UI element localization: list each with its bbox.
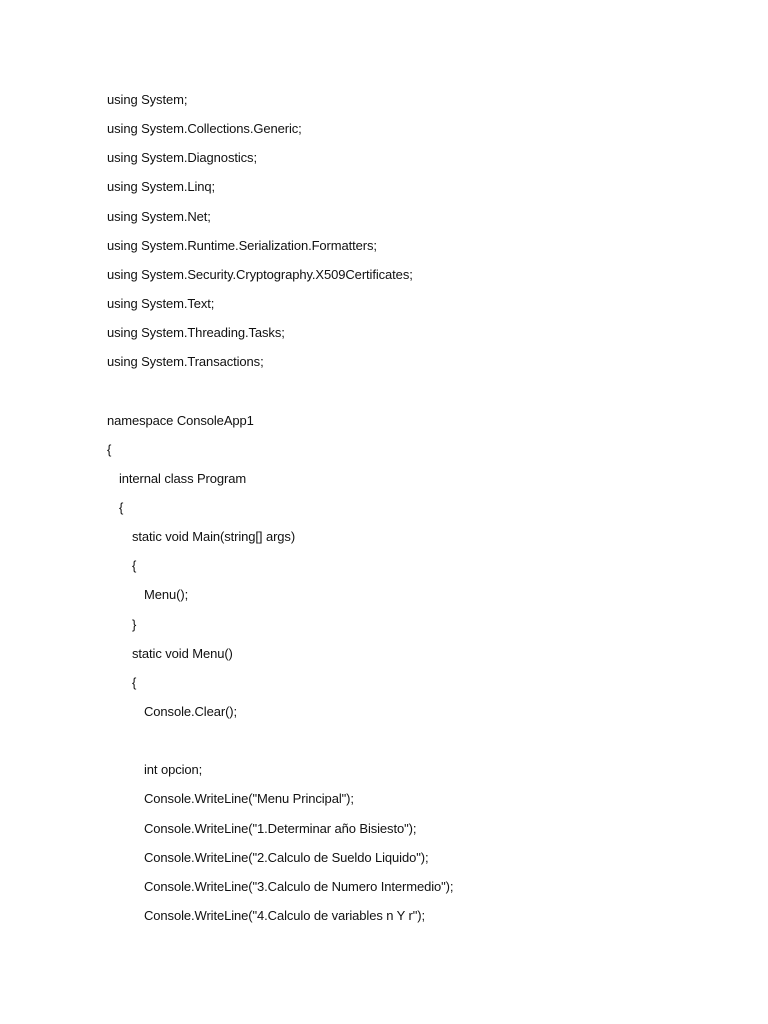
code-line: static void Main(string[] args) [132, 529, 296, 545]
code-line: int opcion; [144, 762, 203, 778]
code-line: internal class Program [119, 470, 247, 486]
code-line: using System.Transactions; [107, 354, 264, 370]
blank-line [107, 729, 747, 758]
code-line: { [119, 499, 124, 515]
code-line: Menu(); [144, 587, 189, 603]
code-line: static void Menu() [132, 645, 233, 661]
code-line: using System.Runtime.Serialization.Formatters; [107, 237, 377, 253]
code-line: using System; [107, 92, 188, 107]
code-line: { [132, 558, 137, 574]
code-line: Console.WriteLine("1.Determinar año Bisiesto"); [144, 820, 417, 836]
code-line: using System.Text; [107, 295, 215, 311]
code-line: } [132, 616, 137, 632]
code-line: using System.Net; [107, 208, 211, 224]
code-line: Console.WriteLine("4.Calculo de variables n Y r"); [144, 907, 425, 923]
code-line: using System.Security.Cryptography.X509Certificates; [107, 266, 413, 282]
code-line: using System.Threading.Tasks; [107, 325, 285, 341]
code-line: using System.Collections.Generic; [107, 121, 302, 137]
code-line: { [132, 674, 137, 690]
code-line: Console.WriteLine("3.Calculo de Numero Intermedio"); [144, 878, 454, 894]
code-line: namespace ConsoleApp1 [107, 412, 254, 428]
code-line: { [107, 441, 112, 457]
code-line: Console.Clear(); [144, 703, 238, 719]
code-line: using System.Linq; [107, 179, 216, 195]
code-line: Console.WriteLine("2.Calculo de Sueldo Liquido"); [144, 849, 429, 865]
blank-line [107, 379, 747, 408]
code-listing [107, 88, 747, 933]
code-line: Console.WriteLine("Menu Principal"); [144, 791, 354, 807]
code-line: using System.Diagnostics; [107, 150, 257, 166]
